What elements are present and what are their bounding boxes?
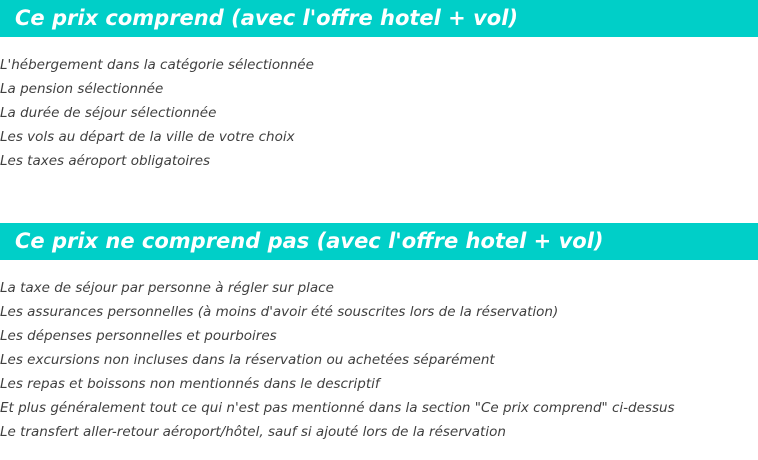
excluded-item: Et plus généralement tout ce qui n'est pas mentionné dans la section "Ce prix comprend" ci-dessus xyxy=(0,400,675,416)
excluded-item: Les assurances personnelles (à moins d'avoir été souscrites lors de la réservation) xyxy=(0,304,559,320)
included-item: La pension sélectionnée xyxy=(0,81,164,97)
excluded-list xyxy=(0,276,675,444)
excluded-item: Les dépenses personnelles et pourboires xyxy=(0,328,277,344)
included-section-title: Ce prix comprend (avec l'offre hotel + vol) xyxy=(0,0,758,37)
excluded-item: La taxe de séjour par personne à régler sur place xyxy=(0,280,334,296)
excluded-item: Les repas et boissons non mentionnés dans le descriptif xyxy=(0,376,380,392)
included-list xyxy=(0,53,314,173)
included-item: Les vols au départ de la ville de votre choix xyxy=(0,129,295,145)
excluded-item: Les excursions non incluses dans la réservation ou achetées séparément xyxy=(0,352,495,368)
included-item: La durée de séjour sélectionnée xyxy=(0,105,217,121)
excluded-item: Le transfert aller-retour aéroport/hôtel, sauf si ajouté lors de la réservation xyxy=(0,424,506,440)
included-item: Les taxes aéroport obligatoires xyxy=(0,153,211,169)
included-item: L'hébergement dans la catégorie sélectionnée xyxy=(0,57,314,73)
excluded-section-title: Ce prix ne comprend pas (avec l'offre hotel + vol) xyxy=(0,223,758,260)
